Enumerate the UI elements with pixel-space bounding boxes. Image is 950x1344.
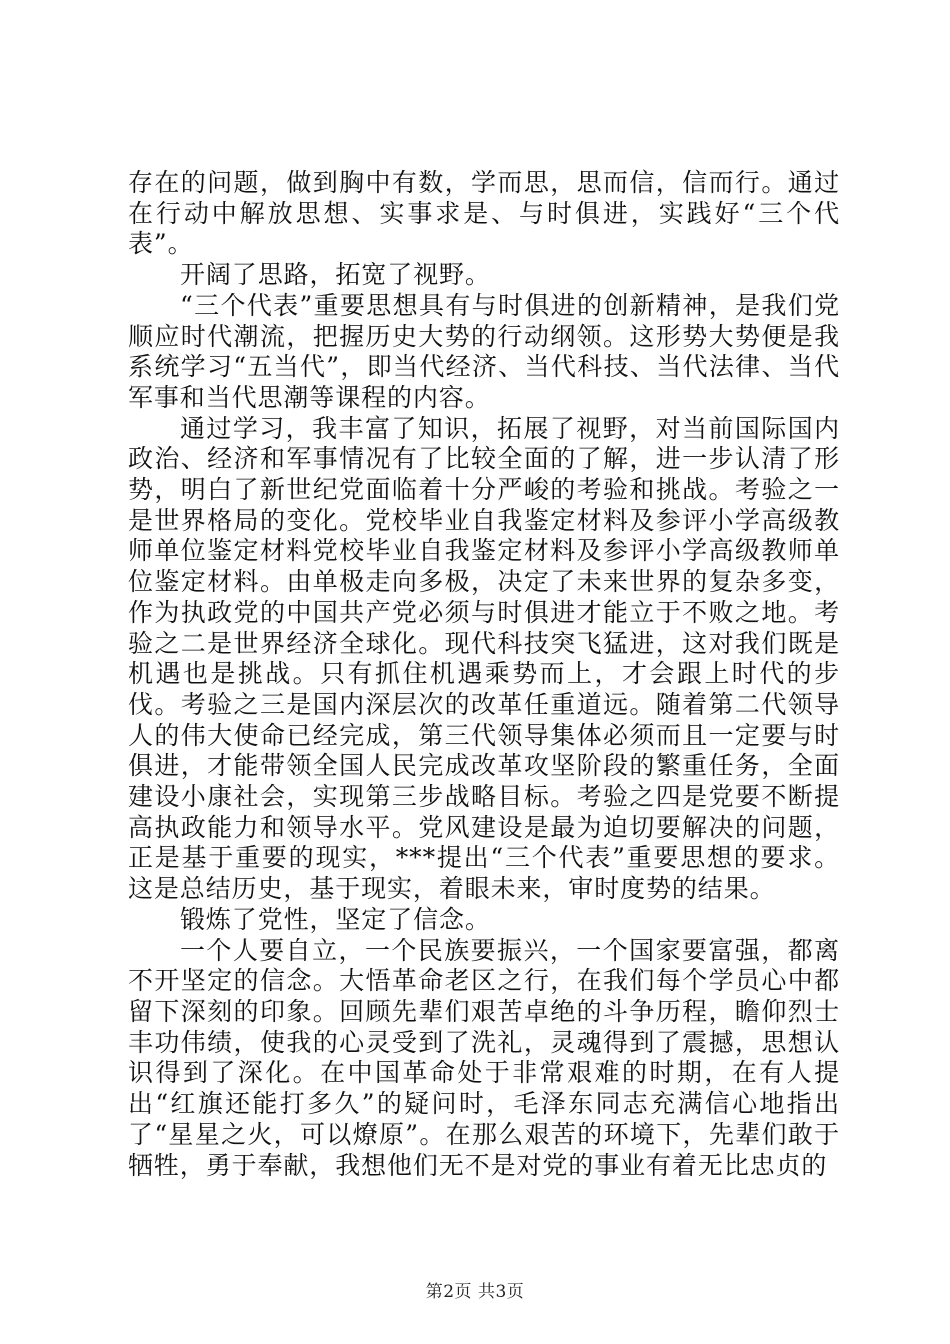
paragraph-study-outcomes: 通过学习，我丰富了知识，拓展了视野，对当前国际国内政治、经济和军事情况有了比较全面的了解，进一步认清了形势，明白了新世纪党面临着十分严峻的考验和挑战。考验之一是世界格局的变化。党校毕业自我鉴定材料及参评小学高级教师单位鉴定材料党校毕业自我鉴定材料及参评小学高级教师单位鉴定材料。由单极走向多极，决定了未来世界的复杂多变，作为执政党的中国共产党必须与时俱进才能立于不败之地。考验之二是世界经济全球化。现代科技突飞猛进，这对我们既是机遇也是挑战。只有抓住机遇乘势而上，才会跟上时代的步伐。考验之三是国内深层次的改革任重道远。随着第二代领导人的伟大使命已经完成，第三代领导集体必须而且一定要与时俱进，才能带领全国人民完成改革攻坚阶段的繁重任务，全面建设小康社会，实现第三步战略目标。考验之四是党要不断提高执政能力和领导水平。党风建设是最为迫切要解决的问题，正是基于重要的现实，***提出“三个代表”重要思想的要求。这是总结历史，基于现实，着眼未来，审时度势的结果。	[128, 413, 840, 904]
paragraph-three-represents: “三个代表”重要思想具有与时俱进的创新精神，是我们党顺应时代潮流，把握历史大势的行动纲领。这形势大势便是我系统学习“五当代”，即当代经济、当代科技、当代法律、当代军事和当代思潮等课程的内容。	[128, 290, 840, 412]
section-heading-broaden-vision: 开阔了思路，拓宽了视野。	[180, 260, 491, 290]
section-heading-party-spirit: 锻炼了党性，坚定了信念。	[180, 904, 491, 934]
paragraph-firm-belief: 一个人要自立，一个民族要振兴，一个国家要富强，都离不开坚定的信念。大悟革命老区之行，在我们每个学员心中都留下深刻的印象。回顾先辈们艰苦卓绝的斗争历程，瞻仰烈士丰功伟绩，使我的心灵受到了洗礼，灵魂得到了震撼，思想认识得到了深化。在中国革命处于非常艰难的时期，在有人提出“红旗还能打多久”的疑问时，毛泽东同志充满信心地指出了“星星之火，可以燎原”。在那么艰苦的环境下，先辈们敢于牺牲，勇于奉献，我想他们无不是对党的事业有着无比忠贞的	[128, 935, 840, 1180]
paragraph-continuation: 存在的问题，做到胸中有数，学而思，思而信，信而行。通过在行动中解放思想、实事求是、与时俱进，实践好“三个代表”。	[128, 168, 840, 259]
document-body	[128, 168, 840, 1181]
page-number-footer: 第2页 共3页	[425, 1282, 525, 1302]
